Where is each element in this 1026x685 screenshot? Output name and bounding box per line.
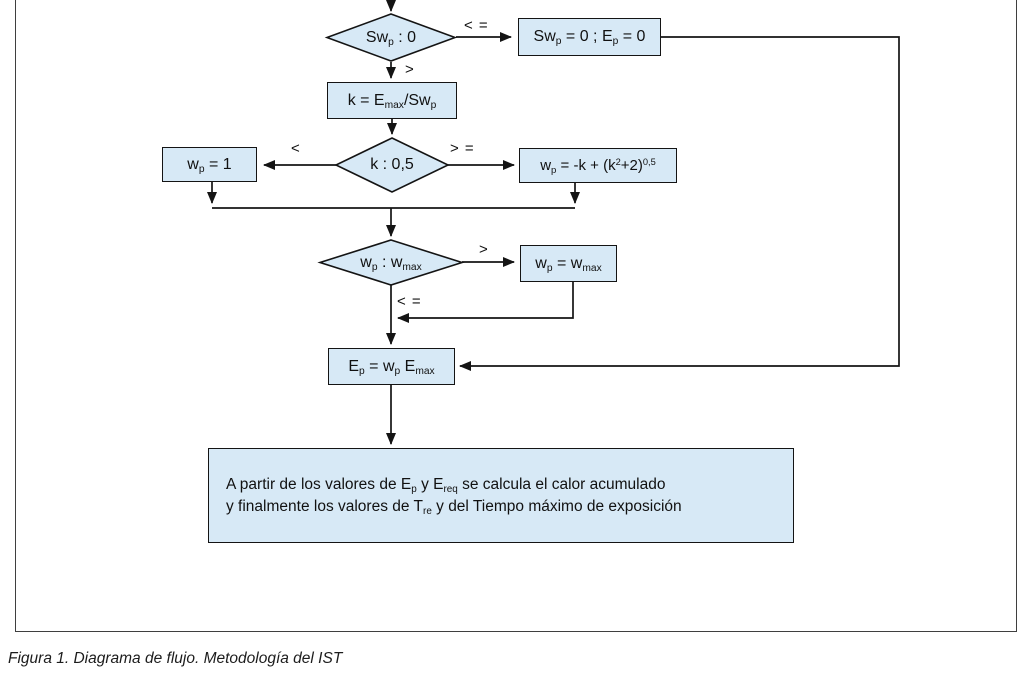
process-wp-wmax-label: $w_p = w_{max}$ — [535, 254, 602, 274]
process-result-line2: y finalmente los valores de $T_{re}$ y del Tiempo máximo de exposición — [226, 497, 682, 517]
decision-swp — [327, 14, 455, 61]
edge-wmax-feedback — [398, 282, 573, 318]
edge-zero-feedback — [460, 37, 899, 366]
branch-label-k-lt: < — [291, 140, 301, 157]
branch-label-k-ge: > = — [450, 140, 475, 157]
decision-swp-label: $Sw_p$ : 0 — [365, 28, 417, 48]
process-wp-one-label: $w_p = 1$ — [187, 155, 232, 175]
process-wp-formula-label: $w_p = -k + (k^2+2)^{0,5}$ — [540, 157, 656, 176]
figure-caption: Figura 1. Diagrama de flujo. Metodología del IST — [8, 650, 343, 667]
process-result — [208, 448, 794, 543]
decision-wp — [320, 240, 462, 285]
branch-label-wp-le: < = — [397, 293, 422, 310]
process-wp-wmax — [520, 245, 617, 282]
process-swp-zero-label: $Sw_p = 0$ ; $E_p = 0$ — [533, 28, 646, 47]
process-swp-zero — [518, 18, 661, 56]
process-wp-formula — [519, 148, 677, 183]
decision-wp-label: $w_p$ : $w_{max}$ — [360, 253, 422, 273]
branch-label-swp-le: < = — [464, 17, 489, 34]
decision-k — [336, 138, 448, 192]
branch-label-wp-gt: > — [479, 241, 489, 258]
branch-label-swp-gt: > — [405, 61, 415, 78]
process-result-line1: A partir de los valores de $E_p$ y $E_{req}$ se calcula el calor acumulado — [226, 475, 666, 495]
process-k-formula — [327, 82, 457, 119]
process-ep — [328, 348, 455, 385]
process-k-formula-label: $k = E_{max}/Sw_p$ — [347, 91, 437, 111]
process-wp-one — [162, 147, 257, 182]
process-ep-label: $E_p = w_p$ $E_{max}$ — [348, 357, 435, 377]
decision-k-label: k : 0,5 — [370, 156, 414, 173]
